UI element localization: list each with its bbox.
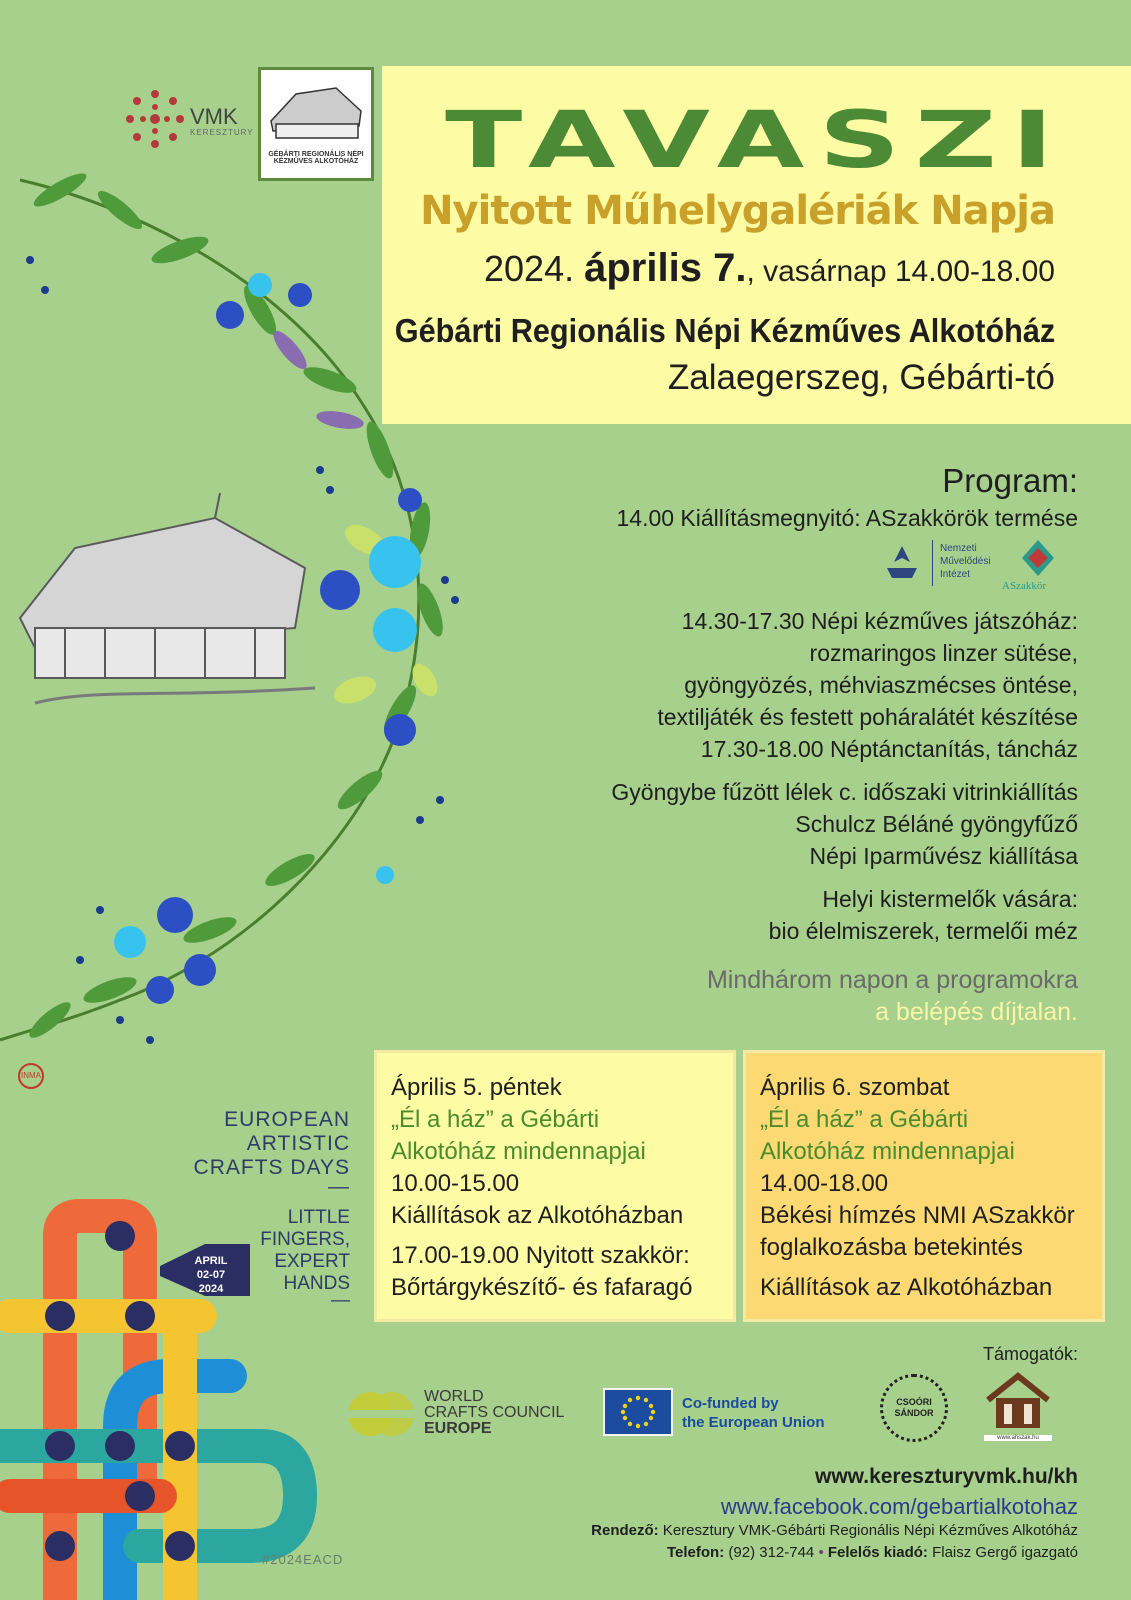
publisher-name: Flaisz Gergő igazgató — [927, 1544, 1078, 1561]
vmk-sub: KERESZTURY — [190, 128, 254, 137]
vmk-dots-icon — [124, 88, 186, 150]
nmi-line-2: Művelődési — [940, 556, 991, 567]
event-date — [484, 246, 1055, 291]
event-city: Zalaegerszeg, Gébárti-tó — [667, 358, 1055, 397]
opening-time: 14.00 Kiállításmegnyitó — [616, 505, 855, 531]
saturday-time: 14.00-18.00 — [760, 1170, 889, 1197]
eacd-line-1: EUROPEAN — [224, 1108, 350, 1131]
eu-text — [682, 1394, 825, 1432]
ahszak-logo — [984, 1372, 1052, 1444]
program-title: Program: — [942, 462, 1078, 499]
house-sketch-illustration — [15, 488, 315, 718]
vmk-name: VMK — [190, 104, 238, 129]
csoori-logo: CSOÓRI SÁNDOR — [880, 1374, 948, 1442]
ahszak-url: www.ahszak.hu — [984, 1435, 1052, 1441]
eacd-knot-graphic — [0, 1196, 320, 1600]
program-opening — [616, 505, 1078, 532]
event-day: április 7. — [584, 246, 747, 290]
eacd-dash-2: — — [331, 1290, 350, 1311]
wcc-text — [424, 1389, 564, 1437]
event-title: TAVASZI — [445, 96, 1068, 186]
eacd-badge-1: APRIL — [194, 1255, 228, 1267]
friday-text-2: 17.00-19.00 Nyitott szakkör: — [391, 1242, 690, 1269]
wcc-line-1: WORLD — [424, 1388, 484, 1405]
publisher-label: Felelős kiadó: — [823, 1544, 928, 1561]
eacd-line-3: CRAFTS DAYS — [193, 1156, 350, 1179]
friday-time: 10.00-15.00 — [391, 1170, 520, 1197]
event-subtitle: Nyitott Műhelygalériák Napja — [420, 188, 1055, 234]
bullet-separator: • — [818, 1544, 824, 1561]
contact-line — [667, 1544, 1078, 1561]
eacd-line-5: FINGERS, — [260, 1229, 350, 1250]
market-line-1: bio élelmiszerek, termelői méz — [768, 918, 1078, 944]
free-entry-line-1: Mindhárom napon a programokra — [706, 966, 1078, 994]
website-link[interactable]: www.kereszturyvmk.hu/kh — [815, 1465, 1078, 1488]
wcc-logo — [346, 1390, 416, 1443]
wcc-icon — [346, 1390, 416, 1438]
saturday-title: Április 6. szombat — [760, 1074, 950, 1101]
exhibit-title: Gyöngybe fűzött lélek c. időszaki vitrinkiállítás — [611, 779, 1078, 805]
organizer-line — [591, 1522, 1078, 1539]
nmi-icon — [882, 544, 922, 584]
dance-program: 17.30-18.00 Néptánctanítás, táncház — [700, 736, 1078, 762]
saturday-green-1: „Él a ház” a Gébárti — [760, 1106, 969, 1133]
event-year: 2024. — [484, 248, 575, 289]
saturday-text-3: Kiállítások az Alkotóházban — [760, 1274, 1053, 1301]
eacd-badge-3: 2024 — [198, 1283, 224, 1295]
market-title: Helyi kistermelők vására: — [822, 886, 1078, 912]
opening-desc: : ASzakkörök termése — [854, 505, 1078, 531]
friday-text-3: Bőrtárgykészítő- és fafaragó — [391, 1274, 693, 1301]
eu-line-2: the European Union — [682, 1414, 825, 1431]
eacd-line-2: ARTISTIC — [246, 1132, 350, 1155]
friday-green-1: „Él a ház” a Gébárti — [391, 1106, 600, 1133]
nmi-line-1: Nemzeti — [940, 543, 977, 554]
saturday-green-2: Alkotóház mindennapjai — [760, 1138, 1015, 1165]
eu-flag-icon — [603, 1388, 673, 1436]
event-time: , vasárnap 14.00-18.00 — [746, 255, 1055, 288]
facebook-link[interactable]: www.facebook.com/gebartialkotohaz — [720, 1494, 1078, 1519]
nmi-line-3: Intézet — [940, 569, 971, 580]
playhouse-line-1: rozmaringos linzer sütése, — [809, 640, 1078, 666]
event-venue: Gébárti Regionális Népi Kézműves Alkotóház — [394, 312, 1055, 349]
playhouse-title: 14.30-17.30 Népi kézműves játszóház: — [681, 608, 1078, 634]
playhouse-line-3: textiljáték és festett poháralátét készítése — [657, 704, 1078, 730]
friday-title: Április 5. péntek — [391, 1074, 562, 1101]
house-logo-caption-1: GÉBÁRTI REGIONÁLIS NÉPI — [268, 151, 364, 158]
saturday-box — [743, 1050, 1105, 1322]
ahszak-house-icon — [984, 1372, 1052, 1430]
eacd-line-4: LITTLE — [287, 1207, 350, 1228]
phone-label: Telefon: — [667, 1544, 725, 1561]
header-box — [382, 66, 1131, 424]
exhibit-line-1: Schulcz Béláné gyöngyfűző — [795, 811, 1078, 837]
eacd-line-6: EXPERT — [274, 1251, 350, 1272]
friday-green-2: Alkotóház mindennapjai — [391, 1138, 646, 1165]
aszakkor-icon — [1018, 538, 1058, 578]
house-logo-caption-2: KÉZMŰVES ALKOTÓHÁZ — [273, 158, 359, 165]
eacd-line-7: HANDS — [283, 1273, 350, 1294]
wcc-line-2: CRAFTS COUNCIL — [424, 1404, 565, 1421]
free-entry-line-2: a belépés díjtalan. — [875, 998, 1078, 1026]
organizer-name: Keresztury VMK-Gébárti Regionális Népi Kézműves Alkotóház — [658, 1522, 1078, 1539]
nmi-aszakkor-logos — [880, 538, 1070, 596]
eacd-dash: — — [328, 1175, 350, 1198]
nmi-text — [940, 542, 991, 581]
eu-line-1: Co-funded by — [682, 1395, 779, 1412]
playhouse-line-2: gyöngyözés, méhviaszmécses öntése, — [684, 672, 1078, 698]
saturday-text-2: foglalkozásba betekintés — [760, 1234, 1023, 1261]
eacd-badge-2: 02-07 — [196, 1269, 226, 1281]
eacd-title — [193, 1108, 350, 1198]
hashtag: #2024EACD — [262, 1552, 344, 1567]
friday-box — [374, 1050, 736, 1322]
saturday-text-1: Békési hímzés NMI ASzakkör — [760, 1202, 1075, 1229]
aszakkor-text: ASzakkör — [1002, 580, 1046, 592]
exhibit-line-2: Népi Iparművész kiállítása — [809, 843, 1078, 869]
friday-text-1: Kiállítások az Alkotóházban — [391, 1202, 684, 1229]
inma-stamp: INMA — [18, 1063, 44, 1089]
wcc-line-3: EUROPE — [424, 1420, 492, 1437]
phone-number: (92) 312-744 — [724, 1544, 819, 1561]
organizer-label: Rendező: — [591, 1522, 659, 1539]
sponsors-label: Támogatók: — [982, 1344, 1078, 1364]
